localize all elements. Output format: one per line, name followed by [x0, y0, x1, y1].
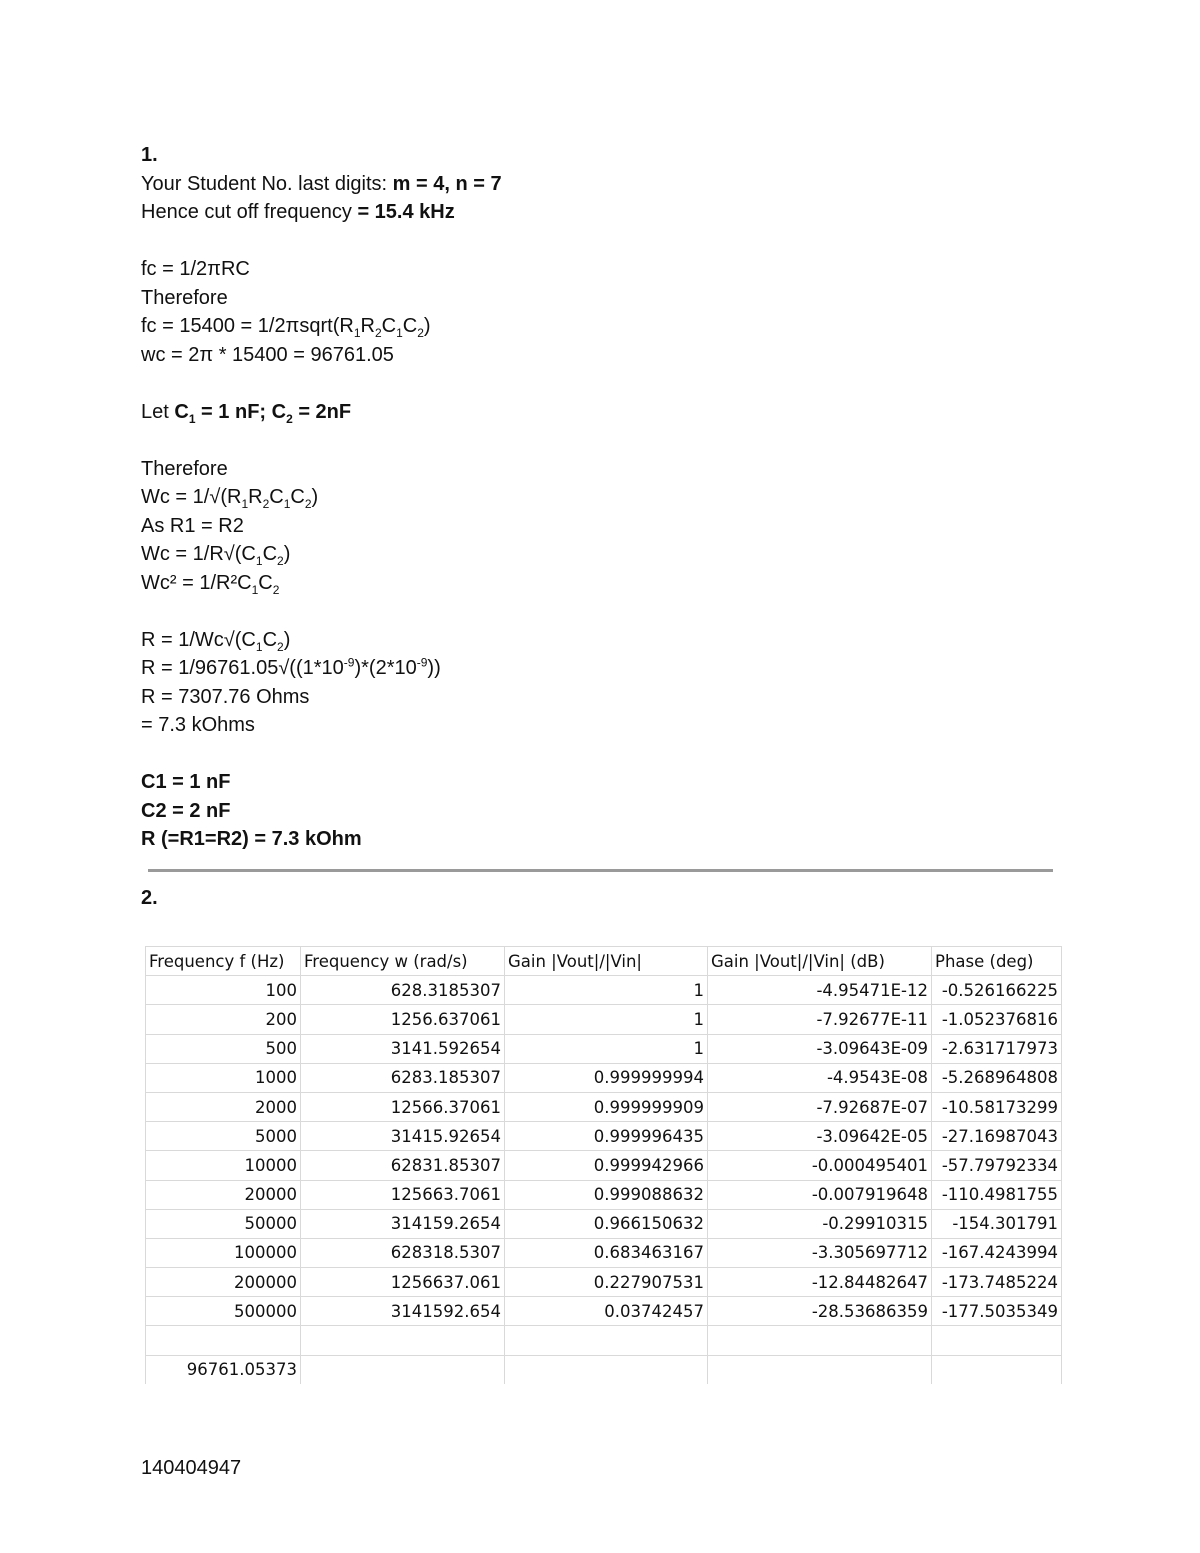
table-cell: 6283.185307 [301, 1063, 505, 1092]
table-cell-empty [505, 1355, 708, 1384]
section-1 [141, 141, 502, 854]
table-cell: -57.79792334 [932, 1151, 1062, 1180]
column-header: Gain |Vout|/|Vin| (dB) [708, 947, 932, 976]
table-row [146, 1268, 1062, 1297]
table-row-extra [146, 1355, 1062, 1384]
equation-Wc-3: $Wc^2 = 1/R^2C_1C_2$ [141, 571, 280, 597]
equation-wc: wc = 2π * 15400 = 96761.05 [141, 343, 394, 366]
section-1-number: 1. [141, 144, 158, 166]
table-cell: -154.301791 [932, 1209, 1062, 1238]
table-cell: 2000 [146, 1092, 301, 1121]
equation-Wc-1: $Wc = 1/√(R_1R_2C_1C_2)$ [141, 486, 319, 511]
extra-value-cell: 96761.05373 [146, 1355, 301, 1384]
table-cell: 0.227907531 [505, 1268, 708, 1297]
table-cell: 0.999942966 [505, 1151, 708, 1180]
table-cell: -27.16987043 [932, 1122, 1062, 1151]
table-cell-empty [932, 1355, 1062, 1384]
table-cell: -177.5035349 [932, 1297, 1062, 1326]
table-cell: -167.4243994 [932, 1238, 1062, 1267]
table-cell: 0.683463167 [505, 1238, 708, 1267]
table-cell: 628.3185307 [301, 976, 505, 1005]
table-cell: 1000 [146, 1063, 301, 1092]
table-row [146, 1297, 1062, 1326]
table-row [146, 1209, 1062, 1238]
table-cell: 500 [146, 1034, 301, 1063]
table-cell: 100 [146, 976, 301, 1005]
table-cell: -110.4981755 [932, 1180, 1062, 1209]
table-cell: -173.7485224 [932, 1268, 1062, 1297]
cutoff-frequency-line: Hence cut off frequency = 15.4 kHz [141, 201, 455, 223]
student-id-footer: 140404947 [141, 1457, 242, 1479]
table-cell: 0.999999994 [505, 1063, 708, 1092]
table-cell: 0.999999909 [505, 1092, 708, 1121]
table-cell: 10000 [146, 1151, 301, 1180]
table-cell: 3141.592654 [301, 1034, 505, 1063]
table-cell: 125663.7061 [301, 1180, 505, 1209]
result-r: R (=R1=R2) = 7.3 kOhm [141, 828, 362, 850]
equation-Wc-2: $Wc = 1/R√(C_1C_2)$ [141, 543, 291, 568]
table-cell-empty [301, 1355, 505, 1384]
table-row [146, 1092, 1062, 1121]
table-cell: 0.03742457 [505, 1297, 708, 1326]
column-header: Gain |Vout|/|Vin| [505, 947, 708, 976]
table-row [146, 1180, 1062, 1209]
table-cell-empty [301, 1326, 505, 1355]
table-cell: 31415.92654 [301, 1122, 505, 1151]
table-cell: 314159.2654 [301, 1209, 505, 1238]
table-cell: 5000 [146, 1122, 301, 1151]
table-cell: -0.526166225 [932, 976, 1062, 1005]
table-cell: 1 [505, 976, 708, 1005]
table-cell: 50000 [146, 1209, 301, 1238]
equation-R-2: $R = 1/96761.05√((1*10^{-9})*(2*10^{-9}))$ [141, 655, 441, 679]
table-cell: -2.631717973 [932, 1034, 1062, 1063]
table-cell: -4.9543E-08 [708, 1063, 932, 1092]
table-row-empty [146, 1326, 1062, 1355]
table-cell: 0.999996435 [505, 1122, 708, 1151]
table-cell-empty [932, 1326, 1062, 1355]
equation-r1-equals-r2: As R1 = R2 [141, 514, 244, 537]
table-cell: -3.09643E-09 [708, 1034, 932, 1063]
table-cell-empty [146, 1326, 301, 1355]
equation-fc-value: fc = $15400 = 1/2\pi sqrt(R_1R_2C_1C_2)$ [141, 315, 431, 340]
table-cell: 20000 [146, 1180, 301, 1209]
table-cell: -7.92677E-11 [708, 1005, 932, 1034]
table-cell: 100000 [146, 1238, 301, 1267]
table-cell: 628318.5307 [301, 1238, 505, 1267]
equation-R-1: $R = 1/Wc√(C_1C_2)$ [141, 628, 291, 654]
table-cell: -28.53686359 [708, 1297, 932, 1326]
section-2-number: 2. [141, 887, 158, 909]
spreadsheet-table [145, 946, 1062, 1384]
equation-fc: fc = 1/2πRC [141, 258, 250, 280]
table-cell-empty [505, 1326, 708, 1355]
result-c1: C1 = 1 nF [141, 771, 231, 793]
equation-R-3: R = 7307.76 Ohms [141, 685, 310, 708]
column-header: Frequency f (Hz) [146, 947, 301, 976]
therefore-text-2: Therefore [141, 457, 228, 480]
table-cell: -0.007919648 [708, 1180, 932, 1209]
table-cell: 1 [505, 1005, 708, 1034]
table-cell: 1256.637061 [301, 1005, 505, 1034]
table-row [146, 976, 1062, 1005]
table-cell: -4.95471E-12 [708, 976, 932, 1005]
table-cell: -3.09642E-05 [708, 1122, 932, 1151]
table-cell: 0.966150632 [505, 1209, 708, 1238]
table-cell: 3141592.654 [301, 1297, 505, 1326]
table-cell: 200000 [146, 1268, 301, 1297]
frequency-response-table [145, 946, 1062, 1384]
table-row [146, 1063, 1062, 1092]
table-cell: -0.29910315 [708, 1209, 932, 1238]
table-cell-empty [708, 1326, 932, 1355]
result-c2: C2 = 2 nF [141, 799, 231, 822]
table-cell: 500000 [146, 1297, 301, 1326]
therefore-text: Therefore [141, 286, 228, 309]
table-cell: -0.000495401 [708, 1151, 932, 1180]
column-header: Phase (deg) [932, 947, 1062, 976]
let-capacitors-line: Let $C_1 = 1$ nF; $C_2 = 2nF$ [141, 400, 352, 426]
table-cell: 0.999088632 [505, 1180, 708, 1209]
table-cell-empty [708, 1355, 932, 1384]
equation-R-4: = 7.3 kOhms [141, 714, 255, 736]
column-header: Frequency w (rad/s) [301, 947, 505, 976]
table-cell: 1256637.061 [301, 1268, 505, 1297]
table-cell: -7.92687E-07 [708, 1092, 932, 1121]
table-cell: 1 [505, 1034, 708, 1063]
table-cell: -1.052376816 [932, 1005, 1062, 1034]
table-row [146, 1034, 1062, 1063]
table-cell: -10.58173299 [932, 1092, 1062, 1121]
table-cell: 62831.85307 [301, 1151, 505, 1180]
table-row [146, 1238, 1062, 1267]
table-cell: -3.305697712 [708, 1238, 932, 1267]
table-cell: -5.268964808 [932, 1063, 1062, 1092]
table-row [146, 1151, 1062, 1180]
table-cell: 12566.37061 [301, 1092, 505, 1121]
table-cell: -12.84482647 [708, 1268, 932, 1297]
table-cell: 200 [146, 1005, 301, 1034]
table-row [146, 1122, 1062, 1151]
table-header-row [146, 947, 1062, 976]
horizontal-rule [148, 869, 1053, 872]
student-digits-line: Your Student No. last digits: m = 4, n = 7 [141, 172, 502, 195]
table-row [146, 1005, 1062, 1034]
